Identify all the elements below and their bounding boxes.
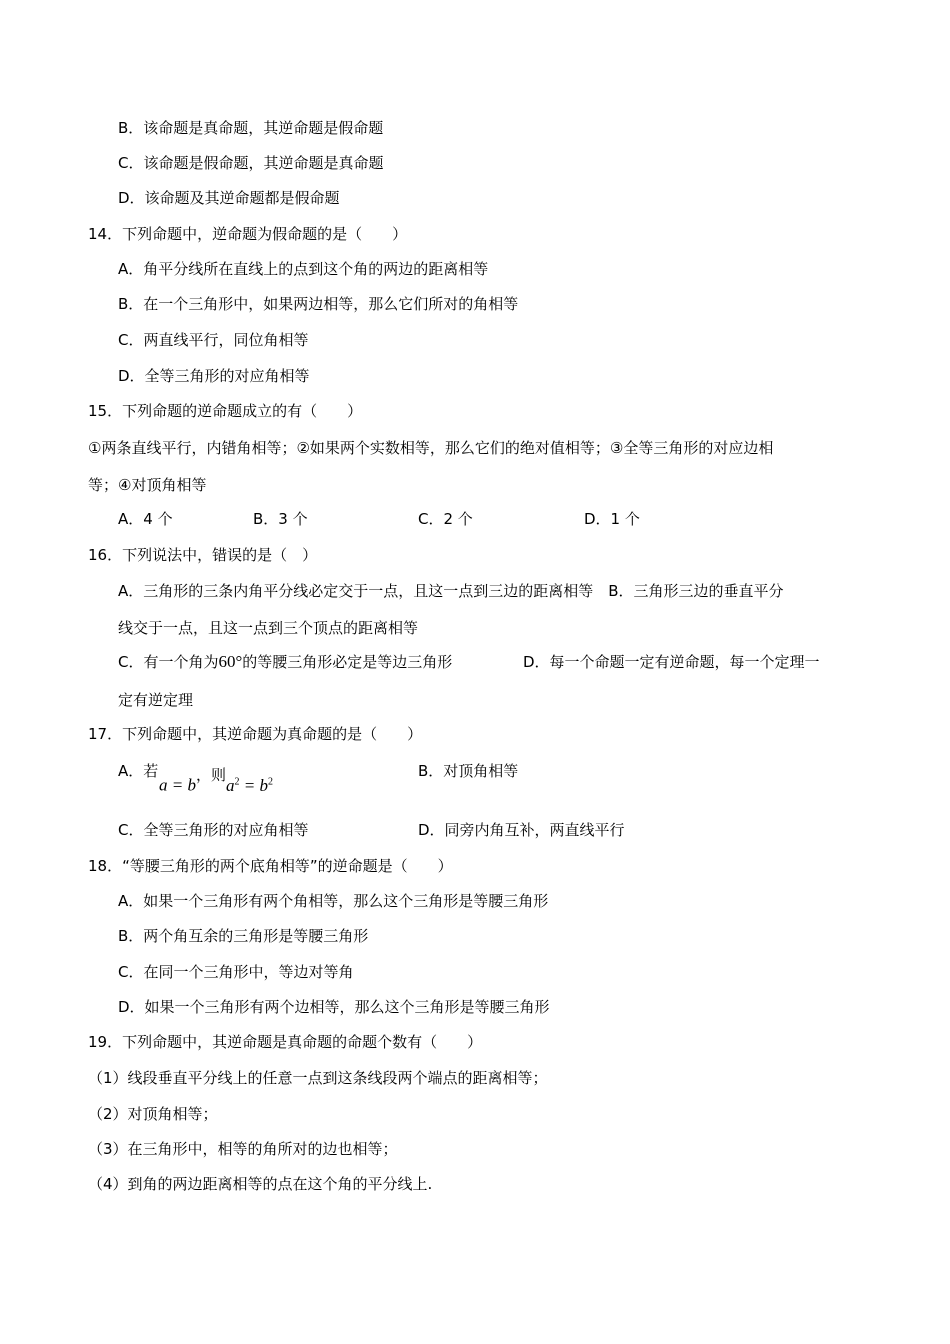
q16-option-c-suffix: 的等腰三角形必定是等边三角形 xyxy=(242,653,453,671)
q16-option-d-line2: 定有逆定理 xyxy=(118,691,194,709)
q15-text-line2: 等；④对顶角相等 xyxy=(88,476,207,494)
q16-options-ab-line2: 线交于一点，且这一点到三个顶点的距离相等 xyxy=(118,619,419,637)
q17-var-a: a xyxy=(226,775,235,795)
q14-stem: 14．下列命题中，逆命题为假命题的是（ ） xyxy=(88,225,408,243)
q16-option-d-line1: D．每一个命题一定有逆命题，每一个定理一 xyxy=(523,653,820,671)
q13-option-b: B．该命题是真命题，其逆命题是假命题 xyxy=(118,119,384,137)
q18-stem: 18．“等腰三角形的两个底角相等”的逆命题是（ ） xyxy=(88,857,453,875)
q17-option-d: D．同旁内角互补，两直线平行 xyxy=(418,821,625,839)
q18-option-c: C．在同一个三角形中，等边对等角 xyxy=(118,963,354,981)
q16-stem: 16．下列说法中，错误的是（ ） xyxy=(88,546,318,564)
q19-item-1: （1）线段垂直平分线上的任意一点到这条线段两个端点的距离相等； xyxy=(88,1069,548,1087)
q17-exp-1: 2 xyxy=(234,776,240,787)
q15-text-line1: ①两条直线平行，内错角相等；②如果两个实数相等，那么它们的绝对值相等；③全等三角形的对应边相 xyxy=(88,439,774,457)
q19-stem: 19．下列命题中，其逆命题是真命题的命题个数有（ ） xyxy=(88,1033,483,1051)
q13-option-c: C．该命题是假命题，其逆命题是真命题 xyxy=(118,154,384,172)
q17-equation-squares xyxy=(226,776,273,795)
q17-option-a xyxy=(118,761,158,781)
q17-eq-b: = b xyxy=(239,775,268,795)
q17-stem: 17．下列命题中，其逆命题为真命题的是（ ） xyxy=(88,725,423,743)
q14-option-b: B．在一个三角形中，如果两边相等，那么它们所对的角相等 xyxy=(118,295,519,313)
q17-option-a-separator: ，则 xyxy=(195,765,226,784)
q17-option-b: B．对顶角相等 xyxy=(418,762,519,780)
q16-option-c xyxy=(118,652,452,672)
q18-option-d: D．如果一个三角形有两个边相等，那么这个三角形是等腰三角形 xyxy=(118,998,550,1016)
q15-option-b: B．3 个 xyxy=(253,510,308,528)
q15-stem: 15．下列命题的逆命题成立的有（ ） xyxy=(88,402,363,420)
q14-option-a: A．角平分线所在直线上的点到这个角的两边的距离相等 xyxy=(118,260,489,278)
q17-exp-2: 2 xyxy=(267,776,273,787)
q19-item-4: （4）到角的两边距离相等的点在这个角的平分线上. xyxy=(88,1175,433,1193)
q17-equation-a-eq-b: a = b xyxy=(159,775,196,795)
q14-option-d: D．全等三角形的对应角相等 xyxy=(118,367,310,385)
q14-option-c: C．两直线平行，同位角相等 xyxy=(118,331,309,349)
q15-option-a: A．4 个 xyxy=(118,510,173,528)
q18-option-a: A．如果一个三角形有两个角相等，那么这个三角形是等腰三角形 xyxy=(118,892,549,910)
q16-options-ab-line1: A．三角形的三条内角平分线必定交于一点，且这一点到三边的距离相等 B．三角形三边的垂直平分 xyxy=(118,582,784,600)
q17-option-a-prefix: A．若 xyxy=(118,762,159,780)
q19-item-3: （3）在三角形中，相等的角所对的边也相等； xyxy=(88,1140,398,1158)
q15-option-d: D．1 个 xyxy=(584,510,640,528)
q17-option-a-formula xyxy=(159,765,273,796)
q18-option-b: B．两个角互余的三角形是等腰三角形 xyxy=(118,927,369,945)
q15-option-c: C．2 个 xyxy=(418,510,473,528)
q13-option-d: D．该命题及其逆命题都是假命题 xyxy=(118,189,340,207)
q17-option-c: C．全等三角形的对应角相等 xyxy=(118,821,309,839)
q16-option-c-prefix: C．有一个角为 xyxy=(118,653,219,671)
q19-item-2: （2）对顶角相等； xyxy=(88,1105,218,1123)
q16-angle-value: 60° xyxy=(218,652,243,671)
